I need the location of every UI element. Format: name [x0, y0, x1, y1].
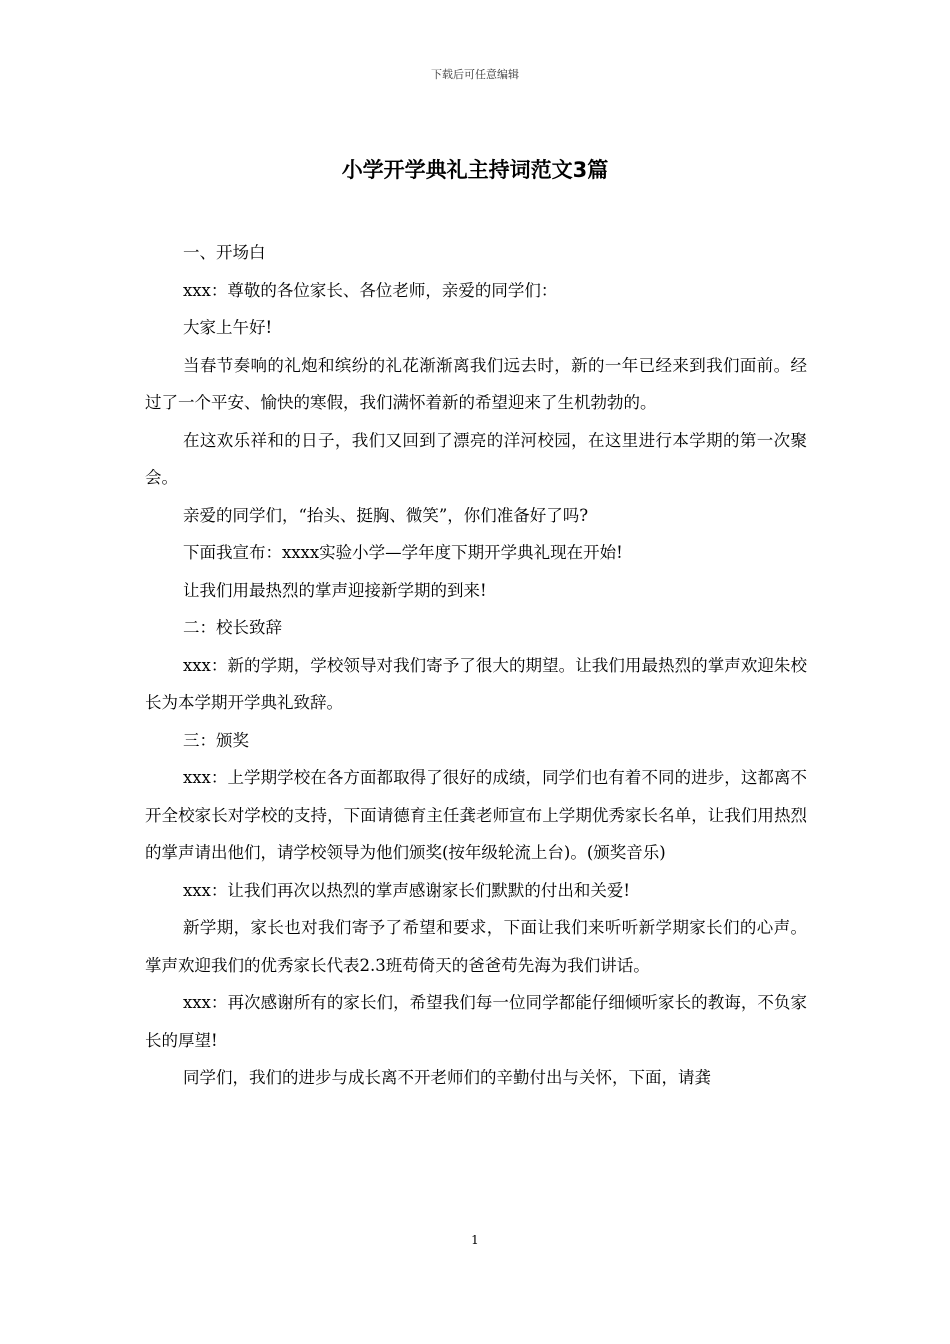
paragraph: 让我们用最热烈的掌声迎接新学期的到来! [182, 580, 487, 600]
paragraph: 新学期，家长也对我们寄予了希望和要求，下面让我们来听听新学期家长们的心声。掌声欢迎我们的优秀家长代表2.3班苟倚天的爸爸苟先海为我们讲话。 [145, 918, 807, 975]
document-body [145, 234, 807, 1097]
page-number: 1 [471, 1233, 479, 1247]
paragraph: xxx：让我们再次以热烈的掌声感谢家长们默默的付出和关爱! [182, 880, 630, 900]
document-title: 小学开学典礼主持词范文3篇 [341, 158, 609, 182]
paragraph: 亲爱的同学们，“抬头、挺胸、微笑”，你们准备好了吗? [182, 505, 589, 525]
paragraph: 当春节奏响的礼炮和缤纷的礼花渐渐离我们远去时，新的一年已经来到我们面前。经过了一个平安、愉快的寒假，我们满怀着新的希望迎来了生机勃勃的。 [145, 355, 807, 412]
paragraph: 在这欢乐祥和的日子，我们又回到了漂亮的洋河校园，在这里进行本学期的第一次聚会。 [145, 430, 807, 487]
paragraph: 下面我宣布：xxxx实验小学—学年度下期开学典礼现在开始! [182, 543, 623, 562]
header-note: 下载后可任意编辑 [431, 68, 519, 81]
paragraph: 大家上午好! [182, 318, 273, 337]
paragraph: 三：颁奖 [182, 730, 249, 750]
paragraph: 二：校长致辞 [182, 618, 282, 637]
paragraph: xxx：尊敬的各位家长、各位老师，亲爱的同学们： [182, 280, 558, 300]
paragraph: 一、开场白 [182, 243, 266, 262]
paragraph: xxx：上学期学校在各方面都取得了很好的成绩，同学们也有着不同的进步，这都离不开全校家长对学校的支持，下面请德育主任龚老师宣布上学期优秀家长名单，让我们用热烈的掌声请出他们，请学校领导为他们颁奖(按年级轮流上台)。(颁奖音乐) [145, 768, 807, 862]
paragraph: xxx：新的学期，学校领导对我们寄予了很大的期望。让我们用最热烈的掌声欢迎朱校长为本学期开学典礼致辞。 [145, 655, 807, 712]
paragraph: 同学们，我们的进步与成长离不开老师们的辛勤付出与关怀，下面，请龚 [182, 1068, 711, 1087]
paragraph: xxx：再次感谢所有的家长们，希望我们每一位同学都能仔细倾听家长的教诲，不负家长的厚望! [145, 993, 807, 1050]
